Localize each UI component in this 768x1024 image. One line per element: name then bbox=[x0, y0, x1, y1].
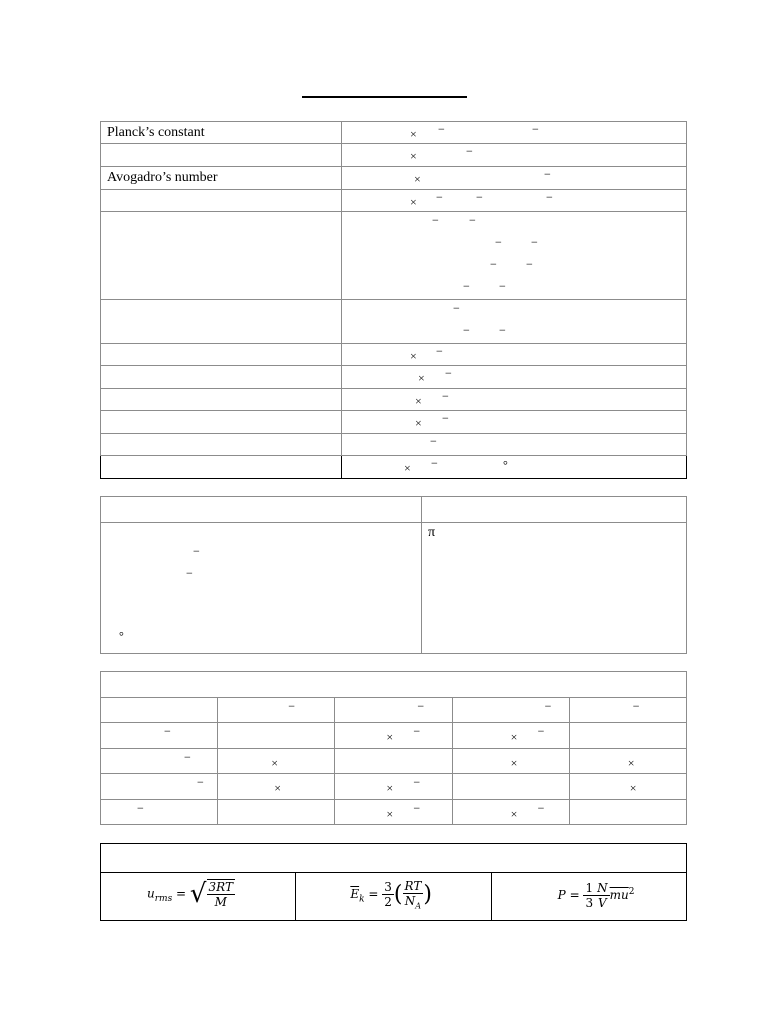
rms-fraction bbox=[207, 879, 235, 909]
minus-symbol: − bbox=[186, 566, 193, 580]
third-table-title-cell bbox=[101, 672, 687, 698]
grid-cell bbox=[218, 723, 335, 749]
empty-label-cell bbox=[101, 344, 342, 366]
minus-symbol: − bbox=[531, 235, 538, 249]
times-symbol: × bbox=[410, 149, 417, 163]
grid-cell bbox=[335, 723, 452, 749]
ek-coefficient bbox=[382, 880, 394, 909]
ek-coef-den: 2 bbox=[384, 895, 392, 910]
minus-symbol: − bbox=[463, 279, 470, 293]
minus-symbol: − bbox=[197, 775, 204, 789]
degree-symbol: ° bbox=[503, 458, 508, 472]
p-numerator: N bbox=[597, 881, 608, 895]
grid-cell bbox=[335, 800, 452, 825]
times-symbol: × bbox=[271, 756, 278, 770]
empty-label-cell bbox=[101, 144, 342, 167]
empty-label-cell bbox=[101, 366, 342, 389]
ek-den-sub: A bbox=[415, 901, 422, 911]
minus-symbol: − bbox=[499, 279, 506, 293]
minus-symbol: − bbox=[476, 190, 483, 204]
rms-denominator: M bbox=[214, 895, 227, 909]
empty-label-cell bbox=[101, 434, 342, 456]
grid-cell bbox=[452, 749, 569, 774]
p-lhs: P bbox=[557, 888, 566, 902]
body-cell-left bbox=[101, 523, 422, 654]
minus-symbol: − bbox=[436, 190, 443, 204]
grid-cell bbox=[452, 698, 569, 723]
empty-label-cell bbox=[101, 300, 342, 344]
p-denominator: V bbox=[598, 896, 607, 910]
title-underline bbox=[302, 96, 467, 98]
times-symbol: × bbox=[410, 127, 417, 141]
grid-cell bbox=[218, 698, 335, 723]
grid-cell bbox=[101, 800, 218, 825]
minus-symbol: − bbox=[442, 411, 449, 425]
minus-symbol: − bbox=[432, 213, 439, 227]
minus-symbol: − bbox=[137, 801, 144, 815]
times-symbol: × bbox=[510, 730, 518, 744]
degree-symbol: ° bbox=[119, 629, 124, 643]
grid-cell bbox=[452, 800, 569, 825]
empty-label-cell bbox=[101, 190, 342, 212]
ek-den-main: N bbox=[404, 894, 416, 908]
times-symbol: × bbox=[386, 781, 394, 795]
times-symbol: × bbox=[418, 371, 425, 385]
minus-symbol: − bbox=[546, 190, 553, 204]
p-fraction bbox=[595, 881, 610, 910]
rms-numerator: 3RT bbox=[208, 880, 233, 894]
body-cell-right bbox=[422, 523, 687, 654]
minus-symbol: − bbox=[438, 122, 445, 136]
value-cell-multiline bbox=[342, 212, 687, 300]
times-symbol: × bbox=[386, 730, 394, 744]
value-cell bbox=[342, 190, 687, 212]
rms-sub: rms bbox=[154, 893, 173, 904]
equations-title-cell bbox=[101, 844, 687, 873]
minus-symbol: − bbox=[431, 456, 438, 470]
times-symbol: × bbox=[415, 416, 422, 430]
grid-cell bbox=[569, 723, 686, 749]
empty-label-cell bbox=[101, 389, 342, 411]
times-symbol: × bbox=[510, 807, 518, 821]
times-symbol: × bbox=[415, 394, 422, 408]
minus-symbol: − bbox=[544, 167, 551, 181]
value-cell bbox=[342, 411, 687, 434]
header-cell-right bbox=[422, 497, 687, 523]
grid-cell bbox=[101, 723, 218, 749]
avogadro-label-cell bbox=[101, 167, 342, 190]
pi-symbol: π bbox=[428, 525, 436, 540]
p-tail: $\overline{mu}$ bbox=[609, 888, 629, 902]
minus-symbol: − bbox=[495, 235, 502, 249]
times-symbol: × bbox=[627, 756, 635, 770]
equations-table bbox=[100, 843, 687, 921]
empty-label-cell bbox=[101, 456, 342, 479]
p-coefficient bbox=[583, 881, 595, 910]
right-paren: ) bbox=[423, 882, 432, 908]
minus-symbol: − bbox=[417, 699, 425, 713]
minus-symbol: − bbox=[164, 724, 171, 738]
minus-symbol: − bbox=[453, 301, 460, 315]
header-cell-left bbox=[101, 497, 422, 523]
times-symbol: × bbox=[510, 756, 518, 770]
value-cell bbox=[342, 434, 687, 456]
p-equals: = bbox=[569, 888, 580, 902]
grid-cell bbox=[452, 723, 569, 749]
second-table bbox=[100, 496, 687, 654]
empty-label-cell bbox=[101, 411, 342, 434]
rms-equation bbox=[147, 879, 235, 909]
rms-equation-cell bbox=[101, 873, 296, 921]
p-coef-den: 3 bbox=[585, 896, 594, 910]
planck-label: Planck’s constant bbox=[107, 125, 205, 140]
ek-lhs: $\overline{E}$ bbox=[350, 887, 360, 902]
minus-symbol: − bbox=[490, 257, 497, 271]
times-symbol: × bbox=[386, 807, 394, 821]
minus-symbol: − bbox=[445, 366, 452, 380]
ek-sub: k bbox=[359, 894, 365, 905]
minus-symbol: − bbox=[526, 257, 533, 271]
grid-cell bbox=[218, 800, 335, 825]
value-cell bbox=[342, 456, 687, 479]
ek-equation bbox=[350, 879, 432, 910]
minus-symbol: − bbox=[537, 801, 545, 815]
grid-cell bbox=[218, 749, 335, 774]
minus-symbol: − bbox=[413, 801, 421, 815]
times-symbol: × bbox=[410, 349, 417, 363]
grid-cell bbox=[569, 698, 686, 723]
grid-cell bbox=[569, 749, 686, 774]
minus-symbol: − bbox=[463, 323, 470, 337]
minus-symbol: − bbox=[469, 213, 476, 227]
p-exponent: 2 bbox=[628, 887, 635, 897]
p-coef-num: 1 bbox=[585, 881, 594, 895]
minus-symbol: − bbox=[436, 344, 443, 358]
avogadro-value-cell bbox=[342, 167, 687, 190]
grid-cell bbox=[335, 774, 452, 800]
minus-symbol: − bbox=[442, 389, 449, 403]
third-table bbox=[100, 671, 687, 825]
planck-value-cell bbox=[342, 122, 687, 144]
minus-symbol: − bbox=[413, 724, 421, 738]
minus-symbol: − bbox=[532, 122, 539, 136]
minus-symbol: − bbox=[544, 699, 552, 713]
ek-fraction bbox=[403, 879, 424, 910]
avogadro-label: Avogadro’s number bbox=[107, 170, 218, 185]
grid-cell bbox=[218, 774, 335, 800]
ek-denominator bbox=[403, 894, 424, 910]
times-symbol: × bbox=[410, 195, 417, 209]
grid-cell bbox=[335, 749, 452, 774]
pressure-equation-cell bbox=[491, 873, 686, 921]
left-paren: ( bbox=[393, 882, 403, 908]
minus-symbol: − bbox=[499, 323, 506, 337]
ek-numerator: RT bbox=[404, 879, 422, 893]
planck-label-cell bbox=[101, 122, 342, 144]
minus-symbol: − bbox=[288, 699, 295, 713]
grid-cell bbox=[101, 774, 218, 800]
empty-label-cell bbox=[101, 212, 342, 300]
times-symbol: × bbox=[404, 461, 411, 475]
sqrt-symbol: √ bbox=[189, 879, 207, 909]
value-cell bbox=[342, 366, 687, 389]
minus-symbol: − bbox=[632, 699, 640, 713]
grid-cell bbox=[569, 774, 686, 800]
rms-equals: = bbox=[176, 886, 187, 901]
grid-cell bbox=[335, 698, 452, 723]
value-cell-multiline bbox=[342, 300, 687, 344]
minus-symbol: − bbox=[193, 544, 200, 558]
minus-symbol: − bbox=[430, 434, 437, 448]
ek-coef-num: 3 bbox=[384, 880, 392, 895]
value-cell bbox=[342, 344, 687, 366]
times-symbol: × bbox=[629, 781, 637, 795]
grid-cell bbox=[101, 749, 218, 774]
grid-cell bbox=[101, 698, 218, 723]
times-symbol: × bbox=[414, 172, 421, 186]
value-cell bbox=[342, 389, 687, 411]
times-symbol: × bbox=[274, 781, 281, 795]
rms-lhs: u bbox=[147, 886, 155, 901]
minus-symbol: − bbox=[184, 750, 191, 764]
minus-symbol: − bbox=[466, 144, 473, 158]
value-cell bbox=[342, 144, 687, 167]
minus-symbol: − bbox=[537, 724, 545, 738]
grid-cell bbox=[452, 774, 569, 800]
ek-equals: = bbox=[368, 887, 379, 902]
ek-equation-cell bbox=[296, 873, 491, 921]
constants-table bbox=[100, 121, 687, 479]
grid-cell bbox=[569, 800, 686, 825]
pressure-equation bbox=[558, 881, 635, 910]
minus-symbol: − bbox=[413, 775, 421, 789]
